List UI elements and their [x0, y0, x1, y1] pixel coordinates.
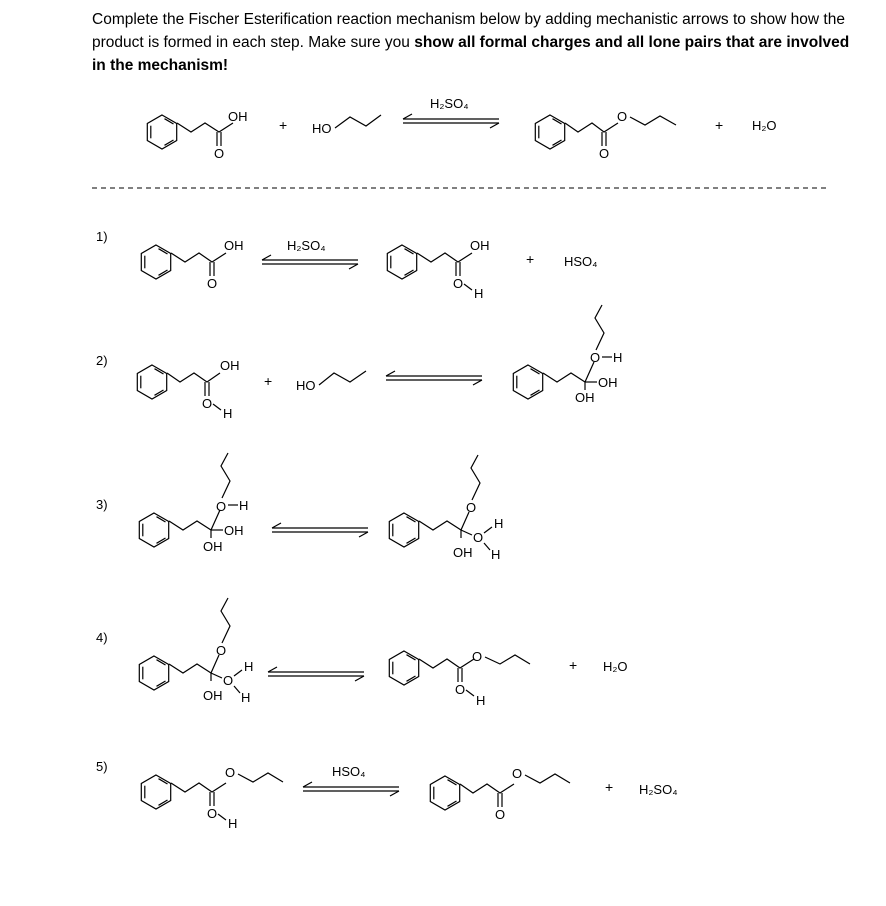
- ester-structure: [535, 109, 676, 161]
- proton-label: H: [491, 547, 501, 562]
- proton-label: H: [244, 659, 254, 674]
- equilibrium-arrow: [303, 782, 399, 796]
- proton-label: H: [474, 286, 484, 301]
- ester-oxygen-label: O: [617, 109, 628, 124]
- catalyst-label: H₂SO₄: [287, 238, 326, 253]
- alcohol-label: HO: [312, 121, 332, 136]
- step-number: 3): [96, 497, 108, 512]
- proton-label: H: [223, 406, 233, 421]
- equilibrium-arrow: [386, 371, 482, 385]
- step-3: [96, 453, 503, 562]
- proton-label: H: [613, 350, 623, 365]
- oxonium-label: O: [207, 806, 218, 821]
- carbonyl-label: O: [495, 807, 506, 822]
- instructions-emphasis: show all formal charges and all lone pairs that are involved in the mechanism!: [92, 34, 850, 74]
- plus-sign: +: [526, 251, 535, 267]
- water-label: H₂O: [603, 659, 628, 674]
- oxonium-label: O: [223, 673, 234, 688]
- water-label: H₂O: [752, 118, 777, 133]
- carbonyl-label: O: [207, 276, 218, 291]
- proton-label: H: [239, 498, 249, 513]
- hydroxyl-label: OH: [220, 358, 240, 373]
- proton-label: H: [476, 693, 486, 708]
- equilibrium-arrow: [268, 667, 364, 681]
- ether-oxygen-label: O: [216, 643, 227, 658]
- overall-reaction: [147, 96, 776, 161]
- ester-oxygen-label: O: [512, 766, 523, 781]
- alcohol-label: HO: [296, 378, 316, 393]
- plus-sign: +: [279, 117, 288, 133]
- byproduct-label: HSO₄: [564, 254, 598, 269]
- catalyst-label: H₂SO₄: [430, 96, 469, 111]
- equilibrium-arrow: [262, 255, 358, 269]
- propanol-structure: [312, 115, 381, 136]
- hydroxyl-label: OH: [224, 238, 244, 253]
- plus-sign: +: [605, 779, 614, 795]
- acid-carbonyl-label: O: [214, 146, 225, 161]
- instructions-text: Complete the Fischer Esterification reaction mechanism below by adding mechanistic arrows to show how the product is formed in each step. Make sure you: [92, 11, 845, 51]
- step-number: 2): [96, 353, 108, 368]
- ether-oxygen-label: O: [466, 500, 477, 515]
- step-number: 4): [96, 630, 108, 645]
- hydroxyl-label: OH: [575, 390, 595, 405]
- plus-sign: +: [264, 373, 273, 389]
- hydroxyl-label: OH: [470, 238, 490, 253]
- benzoic-acid-structure: [147, 109, 247, 161]
- step-2: [96, 305, 622, 421]
- oxonium-label: O: [453, 276, 464, 291]
- step-1: [96, 229, 597, 301]
- hydroxyl-label: OH: [453, 545, 473, 560]
- proton-label: H: [228, 816, 238, 831]
- oxonium-label: O: [216, 499, 227, 514]
- step-5: [96, 759, 678, 831]
- oxonium-label: O: [590, 350, 601, 365]
- hydroxyl-label: OH: [203, 539, 223, 554]
- equilibrium-arrow: [272, 523, 368, 537]
- oxonium-label: O: [455, 682, 466, 697]
- hydroxyl-label: OH: [203, 688, 223, 703]
- catalyst-label: HSO₄: [332, 764, 366, 779]
- proton-label: H: [494, 516, 504, 531]
- oxonium-label: O: [473, 530, 484, 545]
- ester-oxygen-label: O: [225, 765, 236, 780]
- proton-label: H: [241, 690, 251, 705]
- acid-hydroxyl-label: OH: [228, 109, 248, 124]
- step-4: [96, 598, 628, 708]
- step-number: 1): [96, 229, 108, 244]
- hydroxyl-label: OH: [224, 523, 244, 538]
- step-number: 5): [96, 759, 108, 774]
- sulfuric-acid-label: H₂SO₄: [639, 782, 678, 797]
- oxonium-label: O: [202, 396, 213, 411]
- ester-carbonyl-label: O: [599, 146, 610, 161]
- equilibrium-arrow: [403, 114, 499, 128]
- plus-sign: +: [569, 657, 578, 673]
- hydroxyl-label: OH: [598, 375, 618, 390]
- plus-sign: +: [715, 117, 724, 133]
- ester-oxygen-label: O: [472, 649, 483, 664]
